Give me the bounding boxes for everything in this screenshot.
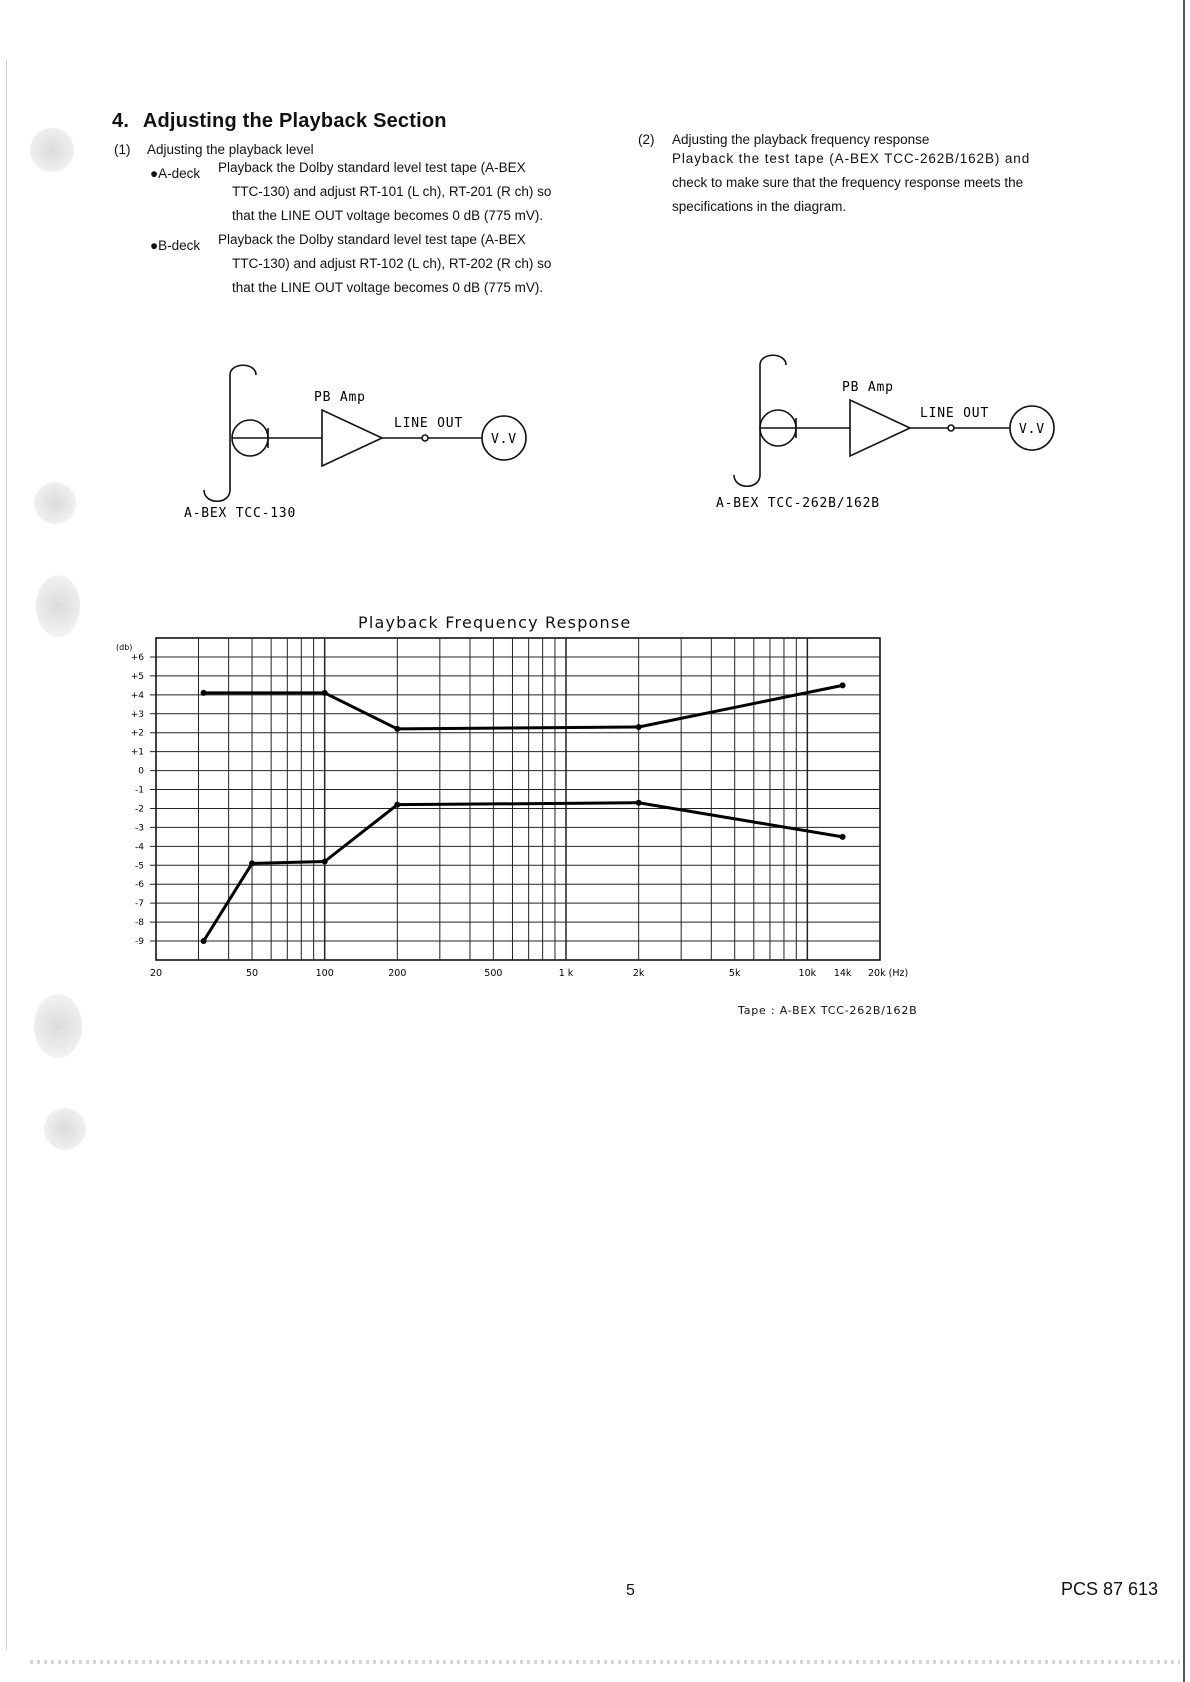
pb-amp-label: PB Amp xyxy=(314,390,366,405)
y-tick-label: +5 xyxy=(130,671,144,682)
y-tick-label: +4 xyxy=(130,690,144,701)
line-out-terminal xyxy=(948,425,954,431)
data-point xyxy=(201,690,207,696)
y-tick-label: +3 xyxy=(130,709,144,720)
data-point xyxy=(322,859,328,865)
x-tick-label: 2k xyxy=(632,968,645,979)
data-point xyxy=(394,726,400,732)
section-title: Adjusting the Playback Section xyxy=(142,110,447,132)
x-tick-label: 500 xyxy=(484,968,503,979)
plot-frame xyxy=(156,638,880,960)
x-tick-label: 1 k xyxy=(558,968,574,979)
x-tick-label: 20 xyxy=(149,968,163,979)
item-1-heading: Adjusting the playback level xyxy=(147,142,314,157)
tape-label: A-BEX TCC-262B/162B xyxy=(716,496,880,511)
item-2-number: (2) xyxy=(638,132,655,147)
b-deck-label: ●B-deck xyxy=(150,238,201,253)
punch-hole xyxy=(30,128,74,172)
y-tick-label: -4 xyxy=(135,842,144,853)
item-2-line2: check to make sure that the frequency response meets the xyxy=(672,175,1024,190)
a-deck-line3: that the LINE OUT voltage becomes 0 dB (775 mV). xyxy=(232,208,544,223)
b-deck-line1: Playback the Dolby standard level test tape (A-BEX xyxy=(218,232,526,247)
punch-hole xyxy=(34,994,82,1058)
a-deck-label: ●A-deck xyxy=(150,166,201,181)
y-tick-label: -3 xyxy=(135,823,144,834)
page-edge-left xyxy=(6,60,7,1650)
y-tick-label: -5 xyxy=(135,861,144,872)
page-edge-right xyxy=(1183,0,1185,1682)
x-tick-label: 5k xyxy=(728,968,741,979)
y-tick-label: +2 xyxy=(130,728,144,739)
y-axis-label: (db) xyxy=(116,643,133,652)
data-point xyxy=(636,724,642,730)
data-point xyxy=(636,800,642,806)
voltmeter-label: V.V xyxy=(491,432,517,447)
b-deck-line3: that the LINE OUT voltage becomes 0 dB (775 mV). xyxy=(232,280,544,295)
b-deck-text xyxy=(218,228,580,300)
y-axis-ticks xyxy=(131,653,145,947)
tape-reel-bottom xyxy=(204,490,230,501)
x-axis-ticks xyxy=(150,968,908,979)
y-tick-label: +1 xyxy=(130,747,144,758)
tape-label: A-BEX TCC-130 xyxy=(184,506,297,521)
punch-hole xyxy=(44,1108,86,1150)
line-out-terminal xyxy=(422,435,428,441)
a-deck-line2: TTC-130) and adjust RT-101 (L ch), RT-201 (R ch) so xyxy=(232,184,552,199)
chart-tape-note: Tape : A-BEX TCC-262B/162B xyxy=(738,1004,918,1017)
line-out-label: LINE OUT xyxy=(920,406,990,421)
y-tick-label: 0 xyxy=(138,766,144,777)
circuit-diagram-left xyxy=(180,360,540,530)
lower-limit-line xyxy=(204,803,843,941)
chart-title: Playback Frequency Response xyxy=(358,613,632,632)
y-tick-label: -9 xyxy=(135,937,144,948)
item-2-line3: specifications in the diagram. xyxy=(672,199,847,214)
y-tick-label: +6 xyxy=(130,652,144,663)
upper-limit-line xyxy=(204,685,843,729)
chart-series xyxy=(201,682,846,944)
scan-smudge xyxy=(30,1660,1180,1664)
chart-grid xyxy=(150,638,880,960)
y-tick-label: -2 xyxy=(135,804,144,815)
x-tick-label: 100 xyxy=(315,968,334,979)
section-heading xyxy=(112,110,447,133)
tape-reel-top xyxy=(760,355,786,365)
y-tick-label: -1 xyxy=(135,785,144,796)
page-number: 5 xyxy=(626,1582,635,1599)
data-point xyxy=(249,860,255,866)
section-number: 4. xyxy=(112,110,130,132)
circuit-diagram-right xyxy=(710,350,1070,520)
item-1-number: (1) xyxy=(114,142,131,157)
pb-amp-label: PB Amp xyxy=(842,380,894,395)
y-tick-label: -6 xyxy=(135,880,144,891)
a-deck-line1: Playback the Dolby standard level test tape (A-BEX xyxy=(218,160,526,175)
data-point xyxy=(840,834,846,840)
amplifier-triangle-icon xyxy=(322,410,382,466)
a-deck-text xyxy=(218,156,580,228)
amplifier-triangle-icon xyxy=(850,400,910,456)
b-deck-line2: TTC-130) and adjust RT-102 (L ch), RT-202 (R ch) so xyxy=(232,256,552,271)
data-point xyxy=(394,802,400,808)
x-tick-label: 14k xyxy=(833,968,852,979)
y-tick-label: -7 xyxy=(135,899,144,910)
x-tick-label: 10k xyxy=(798,968,817,979)
y-tick-label: -8 xyxy=(135,918,144,929)
punch-hole xyxy=(36,575,80,637)
punch-hole xyxy=(34,482,76,524)
item-2-text xyxy=(672,147,1110,219)
data-point xyxy=(322,690,328,696)
data-point xyxy=(840,682,846,688)
voltmeter-label: V.V xyxy=(1019,422,1045,437)
x-tick-label: 20k (Hz) xyxy=(868,968,909,979)
frequency-response-chart xyxy=(110,630,910,1020)
item-2-line1: Playback the test tape (A-BEX TCC-262B/162B) and xyxy=(672,151,1031,166)
data-point xyxy=(201,938,207,944)
tape-reel-bottom xyxy=(734,475,760,486)
x-tick-label: 50 xyxy=(245,968,259,979)
tape-reel-top xyxy=(230,365,256,375)
x-tick-label: 200 xyxy=(388,968,407,979)
item-2-heading: Adjusting the playback frequency response xyxy=(672,132,930,147)
document-code: PCS 87 613 xyxy=(1061,1579,1159,1599)
line-out-label: LINE OUT xyxy=(394,416,464,431)
